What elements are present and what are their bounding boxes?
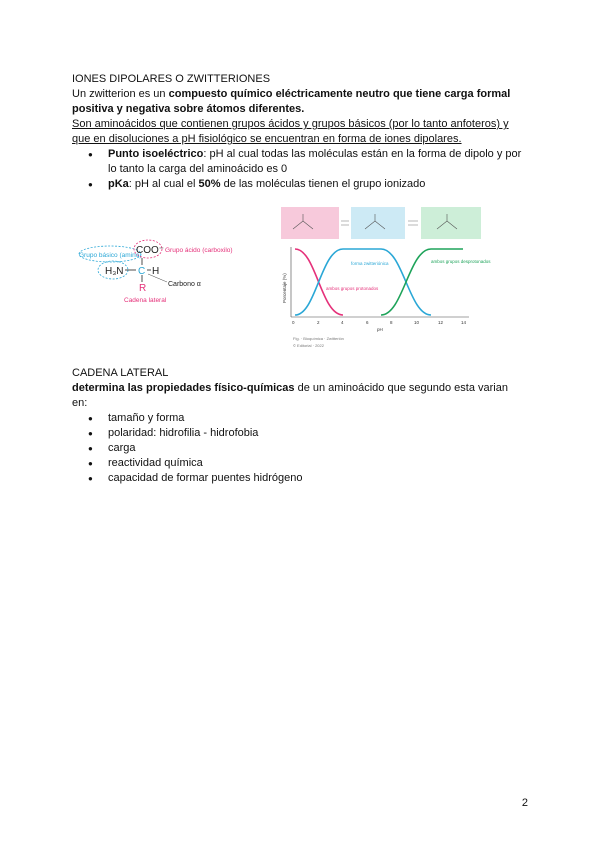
amino-acid-structure-diagram [72,236,242,306]
text-bold: determina las propiedades físico-químicas [72,382,295,394]
term-text: : pH al cual todas las moléculas están en la forma de dipolo y por [203,148,522,160]
label-deprotonated: ambos grupos desprotonados [431,259,491,264]
label-carboxyl-group: Grupo ácido (carboxilo) [165,247,233,254]
coo-label: COO⁻ [136,245,165,256]
term-bold: 50% [198,178,221,190]
list-item: ● carga [72,441,302,456]
list-item: ● capacidad de formar puentes hidrógeno [72,471,302,486]
underlined-line: Son aminoácidos que contienen grupos ácidos y grupos básicos (por lo tanto anfoteros) y [72,118,509,130]
term-bold: pKa [108,178,129,190]
paragraph-line: en: [72,397,88,409]
label-zwitterion: forma zwitteriónica [351,261,389,266]
text-normal: Un zwitterion es un [72,88,169,100]
side-chain-r: R [139,283,147,294]
x-tick: 12 [438,320,444,325]
list-item: ● polaridad: hidrofilia - hidrofobia [72,426,302,441]
term-bold: Punto isoeléctrico [108,148,204,160]
list-item: ● reactividad química [72,456,302,471]
deprotonated-box [421,207,481,239]
x-axis-label: pH [377,327,383,332]
figure-caption: Fig. · Bioquímica · Zwitterión [293,336,344,341]
section-heading-zwitteriones: IONES DIPOLARES O ZWITTERIONES [72,73,271,85]
x-tick: 6 [366,320,369,325]
properties-list [72,411,302,486]
list-item: ● tamaño y forma [72,411,302,426]
paragraph-line [72,87,510,102]
x-tick: 2 [317,320,320,325]
paragraph-line: positiva y negativa sobre átomos diferentes. [72,103,305,115]
curve-zwitterion [295,249,431,315]
h3n-label: H₃N [105,266,124,277]
x-ticks [292,320,467,325]
x-tick: 10 [414,320,420,325]
text-normal: de un aminoácido que segundo esta varian [294,382,508,394]
paragraph-line [72,381,508,396]
term-text: : pH al cual el [128,178,199,190]
y-axis-label: Porcentaje (%) [282,273,287,303]
figure-caption: © Editorial · 2022 [293,343,324,348]
term-text: lo tanto la carga del aminoácido es 0 [108,163,288,175]
term-text: de las moléculas tienen el grupo ionizado [220,178,426,190]
list-item [72,147,521,177]
label-amino-group: Grupo básico (amino) [79,252,142,259]
hydrogen: H [152,266,160,277]
label-carbono-alfa: Carbono α [168,281,201,288]
x-tick: 14 [461,320,467,325]
underlined-line: que en disoluciones a pH fisiológico se encuentran en forma de iones dipolares. [72,133,462,145]
zwitterion-box [351,207,405,239]
protonated-box [281,207,339,239]
section-heading-cadena-lateral: CADENA LATERAL [72,367,169,379]
page-number: 2 [521,797,528,809]
text-bold: compuesto químico eléctricamente neutro que tiene carga formal [168,88,511,100]
label-protonated: ambos grupos protonados [326,286,379,291]
x-tick: 0 [292,320,295,325]
list-item [72,177,521,192]
definition-list [72,147,521,192]
label-cadena-lateral: Cadena lateral [124,297,167,304]
alpha-carbon: C [138,266,146,277]
titration-figure [281,205,491,350]
x-tick: 8 [390,320,393,325]
x-tick: 4 [341,320,344,325]
